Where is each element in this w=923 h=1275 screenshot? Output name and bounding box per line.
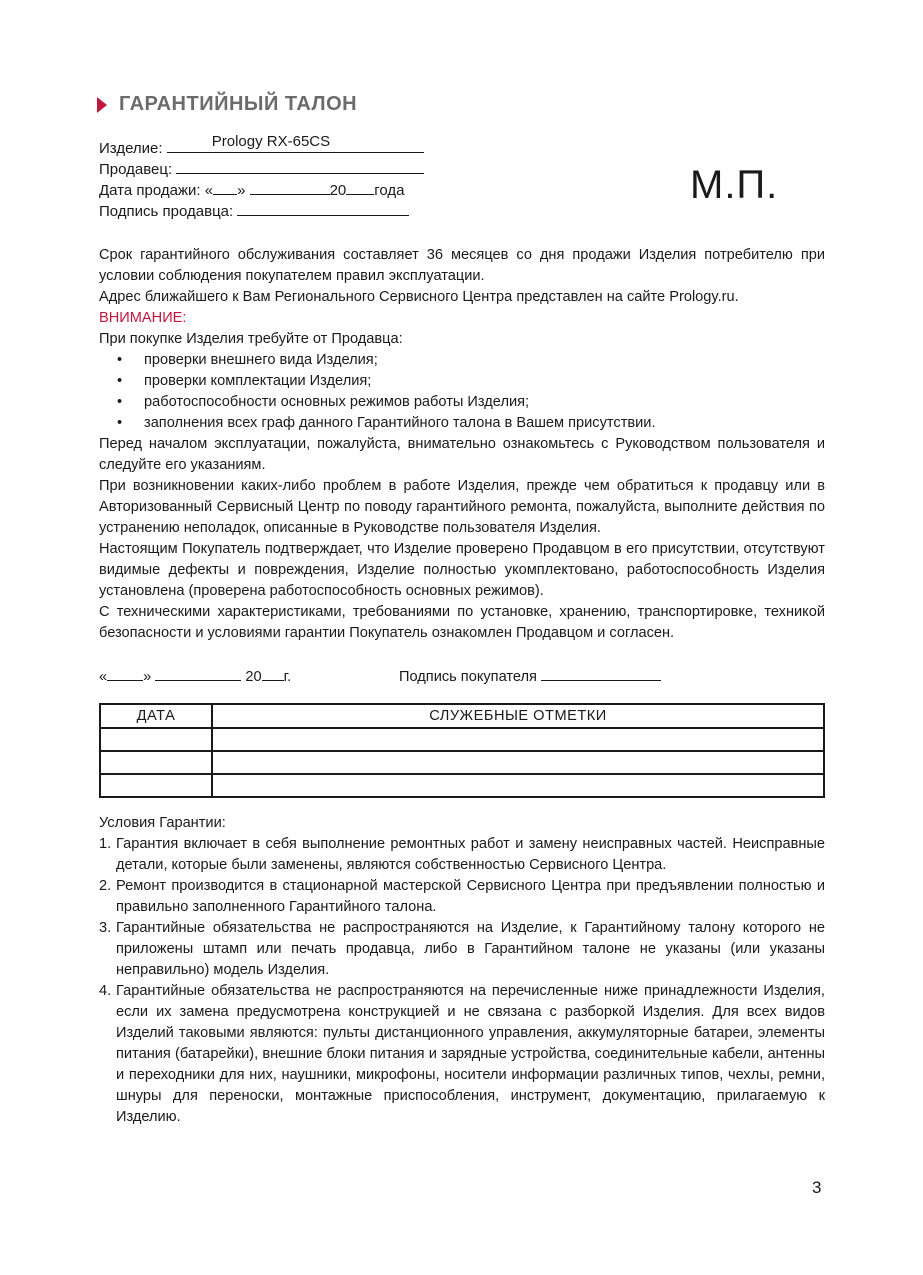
before-use-text: Перед началом эксплуатации, пожалуйста, внимательно ознакомьтесь с Руководством пользователя и следуйте его указаниям.	[99, 436, 825, 473]
table-row	[100, 728, 824, 751]
buyer-year-prefix: 20	[245, 669, 262, 685]
sale-date-label: Дата продажи:	[99, 182, 201, 199]
buyer-year-field[interactable]	[262, 665, 284, 681]
buyer-month-field[interactable]	[155, 665, 241, 681]
list-item	[99, 392, 825, 413]
sale-month-field[interactable]	[250, 179, 330, 195]
buyer-signature-row	[99, 665, 825, 688]
seller-signature-line	[99, 200, 439, 221]
seller-label: Продавец:	[99, 161, 173, 178]
open-quote: «	[99, 669, 108, 685]
condition-text: Гарантийные обязательства не распространяются на Изделие, к Гарантийному талону которого не приложены штамп или печать продавца, либо в Гарантийном талоне не указаны (или указаны неправильно) модель Изделия.	[116, 920, 825, 978]
date-cell[interactable]	[100, 728, 212, 751]
purchase-checklist	[99, 350, 825, 434]
buyer-signature-label: Подпись покупателя	[399, 669, 537, 685]
condition-number: 4.	[99, 983, 112, 999]
close-quote: »	[143, 669, 152, 685]
seller-signature-field[interactable]	[237, 200, 409, 216]
list-item-text: проверки комплектации Изделия;	[144, 373, 372, 389]
list-item-text: проверки внешнего вида Изделия;	[144, 352, 378, 368]
page-number: 3	[812, 1178, 822, 1197]
service-center-text: Адрес ближайшего к Вам Регионального Сервисного Центра представлен на сайте Prology.ru.	[99, 289, 739, 305]
buyer-signature-field[interactable]	[541, 665, 661, 681]
list-item	[99, 350, 825, 371]
buyer-day-field[interactable]	[107, 665, 143, 681]
purchase-intro-text: При покупке Изделия требуйте от Продавца:	[99, 331, 403, 347]
sale-date-line	[99, 179, 439, 200]
conditions-title: Условия Гарантии:	[99, 815, 226, 831]
condition-number: 3.	[99, 920, 112, 936]
page-title: ГАРАНТИЙНЫЙ ТАЛОН	[119, 93, 358, 115]
page-heading	[97, 93, 357, 116]
condition-number: 2.	[99, 878, 112, 894]
buyer-signature	[399, 665, 661, 688]
acquainted-text: С техническими характеристиками, требованиями по установке, хранению, транспортировке, техникой безопасности и условиями гарантии Покупатель ознакомлен Продавцом и согласен.	[99, 604, 825, 641]
condition-text: Ремонт производится в стационарной мастерской Сервисного Центра при предъявлении полностью и правильно заполненного Гарантийного талона.	[116, 878, 825, 915]
list-item-text: заполнения всех граф данного Гарантийного талона в Вашем присутствии.	[144, 415, 656, 431]
seller-signature-label: Подпись продавца:	[99, 203, 234, 220]
product-line	[99, 133, 439, 158]
condition-item	[99, 876, 825, 918]
service-notes-table	[99, 703, 825, 798]
list-item	[99, 371, 825, 392]
warranty-conditions	[99, 813, 825, 1128]
column-header-date: ДАТА	[100, 704, 212, 728]
condition-item	[99, 834, 825, 876]
date-open-quote: «	[204, 182, 214, 199]
sale-day-field[interactable]	[213, 179, 237, 195]
date-cell[interactable]	[100, 751, 212, 774]
table-header-row	[100, 704, 824, 728]
warranty-body	[99, 245, 825, 644]
bullet-icon: •	[117, 394, 123, 410]
product-field[interactable]	[167, 133, 424, 153]
condition-item	[99, 918, 825, 981]
warranty-form	[99, 133, 439, 221]
warranty-period-text: Срок гарантийного обслуживания составляет 36 месяцев со дня продажи Изделия потребителю при условии соблюдения покупателем правил эксплуатации.	[99, 247, 825, 284]
sale-year-field[interactable]	[346, 179, 374, 195]
bullet-icon: •	[117, 415, 123, 431]
condition-number: 1.	[99, 836, 112, 852]
attention-label: ВНИМАНИЕ:	[99, 310, 187, 326]
list-item-text: работоспособности основных режимов работы Изделия;	[144, 394, 530, 410]
condition-item	[99, 981, 825, 1128]
condition-text: Гарантия включает в себя выполнение ремонтных работ и замену неисправных частей. Неисправные детали, которые были заменены, являются собственностью Сервисного Центра.	[116, 836, 825, 873]
notes-cell[interactable]	[212, 774, 824, 797]
list-item	[99, 413, 825, 434]
buyer-year-suffix: г.	[283, 669, 292, 685]
notes-cell[interactable]	[212, 728, 824, 751]
table-row	[100, 774, 824, 797]
confirmation-text: Настоящим Покупатель подтверждает, что Изделие проверено Продавцом в его присутствии, отсутствуют видимые дефекты и повреждения, Изделие полностью укомплектовано, работоспособность Изделия установлена (проверена работоспособность основных режимов).	[99, 541, 825, 599]
seller-line	[99, 158, 439, 179]
product-value: Prology RX-65CS	[211, 133, 331, 150]
bullet-icon: •	[117, 352, 123, 368]
triangle-marker-icon	[97, 97, 107, 113]
table-row	[100, 751, 824, 774]
condition-text: Гарантийные обязательства не распространяются на перечисленные ниже принадлежности Изделия, если их замена предусмотрена конструкцией и не связана с разборкой Изделия. Для всех видов Изделий таковыми являются: пульты дистанционного управления, аккумуляторные батареи, элементы питания (батарейки), внешние блоки питания и зарядные устройства, соединительные кабели, антенны и переходники для них, наушники, микрофоны, носители информации различных типов, чехлы, ремни, шнуры для переноски, монтажные приспособления, инструмент, документацию, прилагаемую к Изделию.	[116, 983, 825, 1125]
date-close-quote: »	[237, 182, 246, 199]
problems-text: При возникновении каких-либо проблем в работе Изделия, прежде чем обратиться к продавцу или в Авторизованный Сервисный Центр по поводу гарантийного ремонта, пожалуйста, выполните действия по устранению неполадок, описанные в Руководстве пользователя Изделия.	[99, 478, 825, 536]
notes-cell[interactable]	[212, 751, 824, 774]
year-suffix: года	[374, 182, 405, 199]
column-header-notes: СЛУЖЕБНЫЕ ОТМЕТКИ	[212, 704, 824, 728]
product-label: Изделие:	[99, 140, 163, 157]
year-prefix: 20	[329, 182, 347, 199]
seller-field[interactable]	[176, 158, 424, 174]
conditions-list	[99, 834, 825, 1128]
date-cell[interactable]	[100, 774, 212, 797]
stamp-placeholder: М.П.	[690, 163, 779, 207]
bullet-icon: •	[117, 373, 123, 389]
